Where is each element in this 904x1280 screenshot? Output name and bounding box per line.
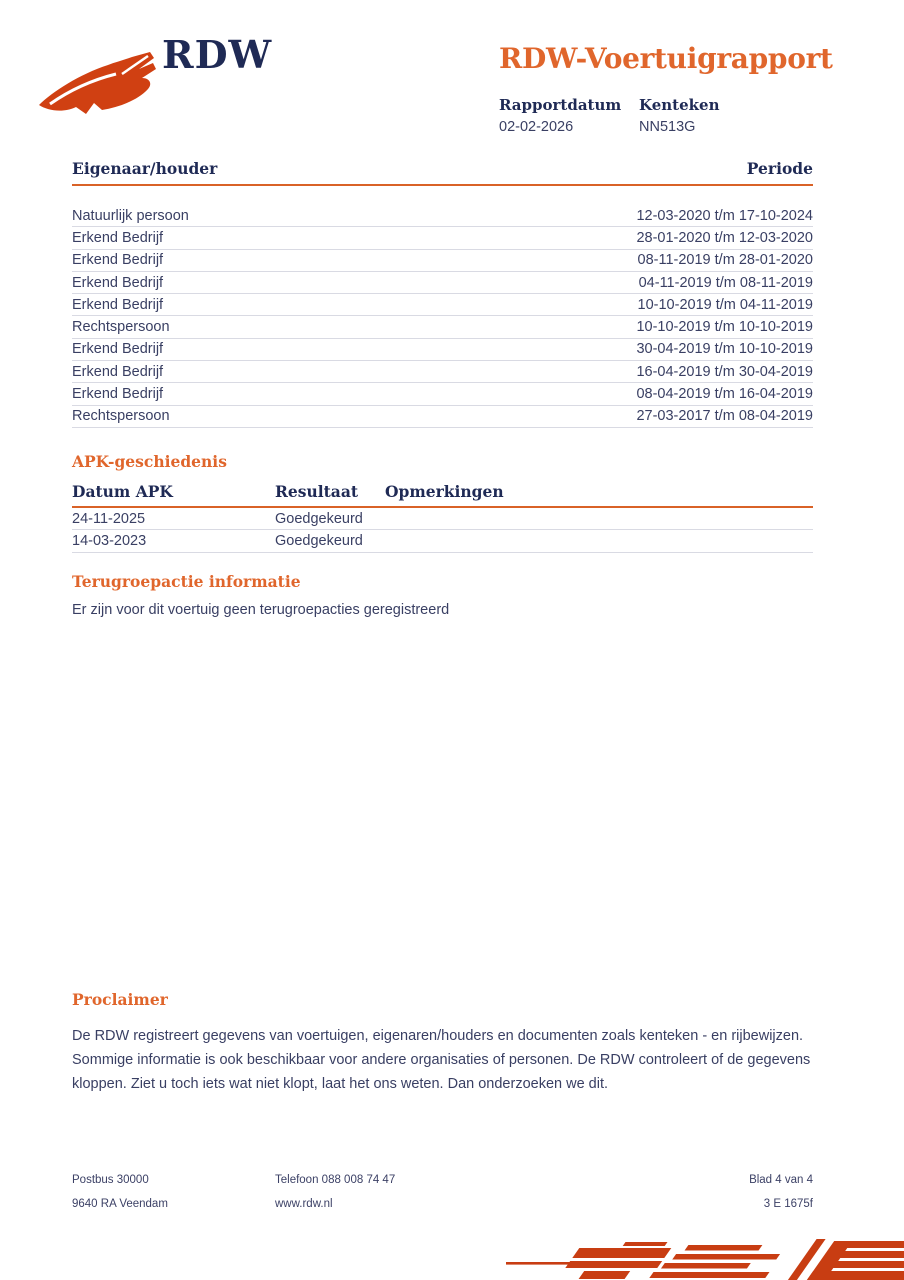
apk-date: 14-03-2023 — [72, 533, 147, 550]
owners-col-period: Periode — [746, 159, 813, 178]
footer-phone: Telefoon 088 008 74 47 — [275, 1174, 396, 1186]
owner-period: 27-03-2017 t/m 08-04-2019 — [636, 408, 813, 425]
footer-city: 9640 RA Veendam — [72, 1198, 168, 1210]
apk-section-heading: APK-geschiedenis — [72, 452, 227, 471]
table-row — [72, 294, 813, 316]
owner-period: 10-10-2019 t/m 10-10-2019 — [636, 319, 813, 336]
table-row — [72, 339, 813, 361]
recall-section-heading: Terugroepactie informatie — [72, 572, 301, 591]
owner-type: Natuurlijk persoon — [72, 207, 189, 224]
rdw-logo-wordmark: RDW — [162, 32, 273, 77]
apk-history-section — [72, 452, 813, 553]
owner-type: Rechtspersoon — [72, 408, 170, 425]
footer-form-code: 3 E 1675f — [763, 1198, 813, 1210]
table-row — [72, 316, 813, 338]
owner-period: 28-01-2020 t/m 12-03-2020 — [636, 229, 813, 246]
table-row — [72, 508, 813, 530]
page-footer — [72, 1168, 813, 1216]
footer-postbus: Postbus 30000 — [72, 1174, 149, 1186]
owner-type: Erkend Bedrijf — [72, 341, 164, 358]
owner-type: Erkend Bedrijf — [72, 386, 164, 403]
table-row — [72, 361, 813, 383]
rdw-logo-feather-icon — [36, 50, 158, 120]
license-plate-value: NN513G — [639, 119, 696, 135]
owner-period: 10-10-2019 t/m 04-11-2019 — [637, 296, 813, 313]
owner-type: Erkend Bedrijf — [72, 252, 164, 269]
owner-type: Erkend Bedrijf — [72, 363, 164, 380]
proclaimer-heading: Proclaimer — [72, 990, 168, 1009]
owners-table-body — [72, 205, 813, 428]
owner-period: 04-11-2019 t/m 08-11-2019 — [638, 274, 813, 291]
footer-website: www.rdw.nl — [275, 1198, 333, 1210]
proclaimer-text: De RDW registreert gegevens van voertuigen, eigenaren/houders en documenten zoals kenteken - en rijbewijzen. Sommige informatie is ook beschikbaar voor andere organisaties of personen. De RDW controleert of de gegevens kloppen. Ziet u toch iets wat niet klopt, laat het ons weten. Dan onderzoeken we dit. — [72, 1028, 811, 1092]
footer-page-number: Blad 4 van 4 — [749, 1174, 813, 1186]
license-plate-label: Kenteken — [639, 96, 720, 114]
apk-date: 24-11-2025 — [72, 510, 146, 527]
owner-period: 30-04-2019 t/m 10-10-2019 — [636, 341, 813, 358]
rdw-footer-stripes-graphic — [504, 1237, 904, 1280]
table-row — [72, 530, 813, 552]
owners-table-header — [72, 159, 813, 186]
owner-type: Rechtspersoon — [72, 319, 170, 336]
apk-col-date: Datum APK — [72, 482, 173, 501]
owner-period: 08-04-2019 t/m 16-04-2019 — [636, 386, 813, 403]
page-title: RDW-Voertuigrapport — [499, 42, 833, 75]
apk-col-remarks: Opmerkingen — [385, 482, 504, 501]
apk-table-body — [72, 508, 813, 553]
owner-period: 08-11-2019 t/m 28-01-2020 — [637, 252, 813, 269]
owner-period: 12-03-2020 t/m 17-10-2024 — [636, 207, 813, 224]
apk-col-result: Resultaat — [275, 482, 359, 501]
report-date-value: 02-02-2026 — [499, 119, 574, 135]
table-row — [72, 406, 813, 428]
owner-type: Erkend Bedrijf — [72, 274, 164, 291]
recall-text: Er zijn voor dit voertuig geen terugroepacties geregistreerd — [72, 602, 450, 618]
table-row — [72, 205, 813, 227]
apk-table-header — [72, 482, 813, 508]
owner-type: Erkend Bedrijf — [72, 229, 164, 246]
report-date-label: Rapportdatum — [499, 96, 622, 114]
apk-result: Goedgekeurd — [275, 533, 363, 550]
table-row — [72, 227, 813, 249]
owner-period: 16-04-2019 t/m 30-04-2019 — [636, 363, 813, 380]
recall-info-section — [72, 572, 813, 618]
table-row — [72, 383, 813, 405]
owner-type: Erkend Bedrijf — [72, 296, 164, 313]
footer-address — [72, 1168, 275, 1216]
proclaimer-section — [72, 990, 820, 1096]
owners-col-holder: Eigenaar/houder — [72, 159, 218, 178]
owners-table — [72, 159, 813, 428]
footer-contact — [275, 1168, 749, 1216]
footer-page-ref — [749, 1168, 813, 1216]
table-row — [72, 250, 813, 272]
apk-result: Goedgekeurd — [275, 510, 363, 527]
report-meta — [499, 96, 719, 135]
table-row — [72, 272, 813, 294]
